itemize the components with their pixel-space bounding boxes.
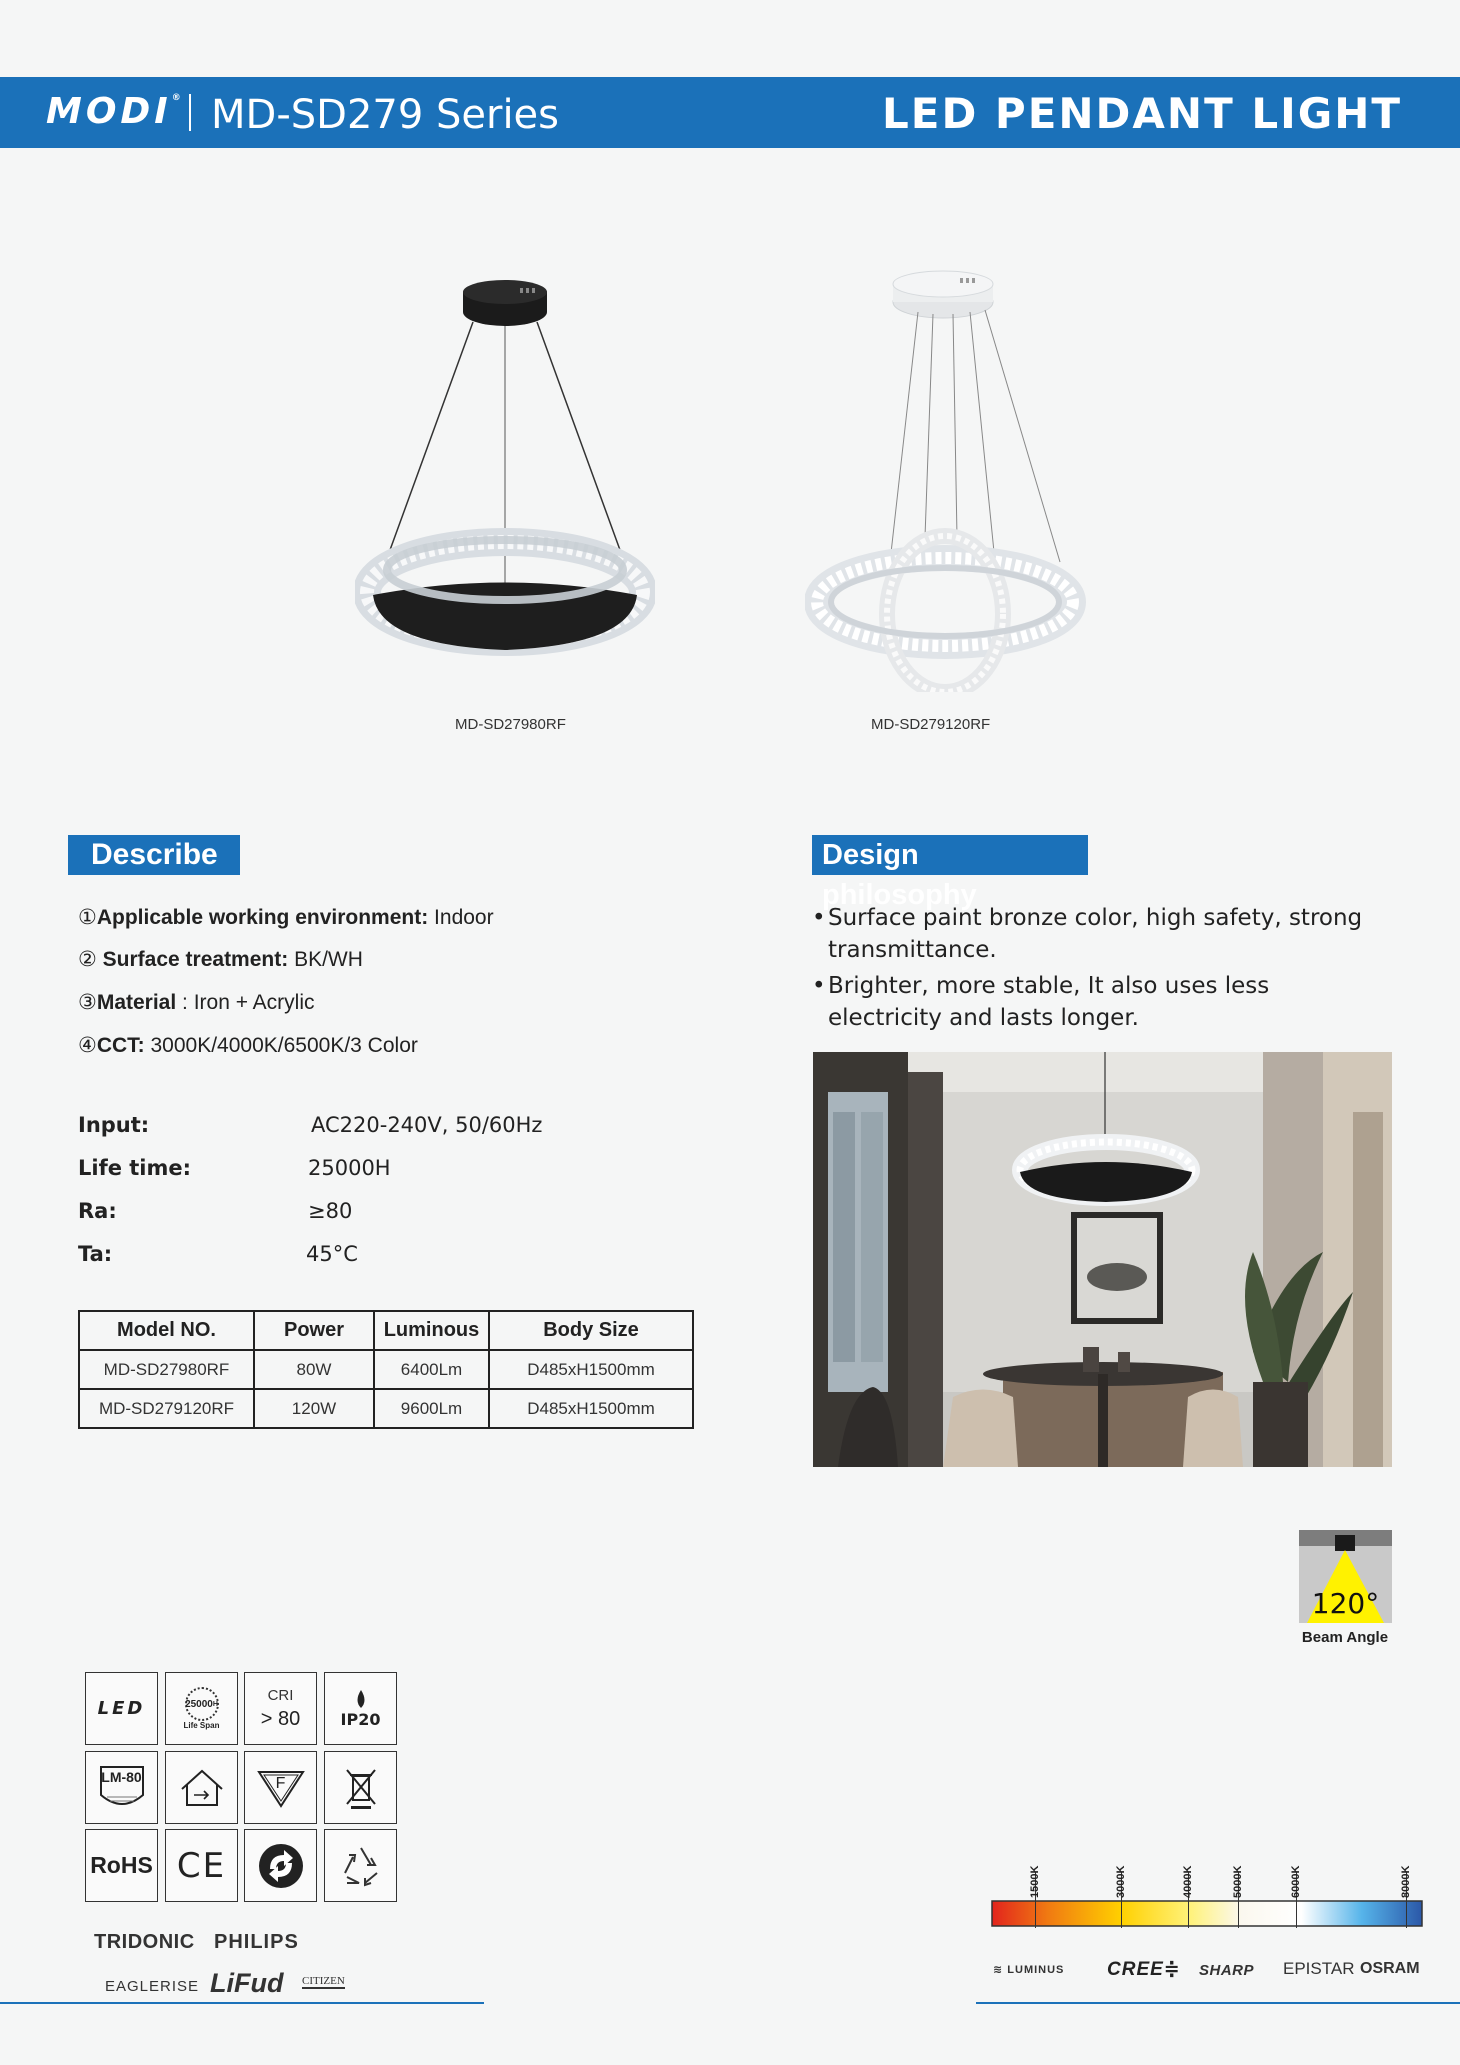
cct-tick-label: 8000K <box>1400 1865 1412 1898</box>
item-label: Applicable working environment: <box>96 906 429 929</box>
room-scene-photo <box>813 1052 1392 1467</box>
brand-citizen: CITIZEN <box>302 1975 345 1987</box>
brand-philips: PHILIPS <box>214 1931 299 1953</box>
led-cert-icon <box>85 1672 158 1745</box>
item-value: BK/WH <box>288 948 363 971</box>
lifespan-clock-icon <box>185 1687 219 1721</box>
cri-cert-icon <box>244 1672 317 1745</box>
brand-lifud: LiFud <box>210 1968 284 1998</box>
ip20-cert-icon <box>324 1672 397 1745</box>
lm80-text: LM-80 <box>101 1769 142 1785</box>
design-bullet-1: • Surface paint bronze color, high safety, strong transmittance. <box>812 902 1372 966</box>
brand-sharp: SHARP <box>1199 1962 1255 1979</box>
header-bar <box>0 77 1460 148</box>
item-number: ② <box>78 948 103 971</box>
lm80-cert-icon <box>85 1751 158 1824</box>
recycle-icon <box>324 1829 397 1902</box>
cct-tick-label: 3000K <box>1115 1865 1127 1898</box>
describe-item-surface <box>78 947 363 972</box>
product-caption-1: MD-SD27980RF <box>455 716 566 733</box>
item-value: 3000K/4000K/6500K/3 Color <box>144 1034 418 1057</box>
spec-value-lifetime: 25000H <box>308 1156 391 1180</box>
table-cell: MD-SD27980RF <box>79 1350 254 1389</box>
item-value: : Iron + Acrylic <box>176 991 315 1014</box>
registered-mark: ® <box>171 93 181 103</box>
cri-label: CRI <box>267 1686 294 1704</box>
spec-label-lifetime: Life time: <box>78 1156 192 1180</box>
item-number: ③ <box>78 991 97 1014</box>
table-header: Body Size <box>489 1311 693 1350</box>
design-bullet-2: • Brighter, more stable, It also uses less electricity and lasts longer. <box>812 970 1372 1034</box>
brand-eaglerise: EAGLERISE <box>105 1978 200 1995</box>
beam-angle-label: Beam Angle <box>1301 1629 1389 1646</box>
product-caption-2: MD-SD279120RF <box>871 716 991 733</box>
brand-osram: OSRAM <box>1360 1960 1420 1977</box>
footer-line-left <box>0 2002 484 2004</box>
item-label: Material <box>96 991 177 1014</box>
spec-label-input: Input: <box>78 1113 150 1137</box>
f-mark-text: F <box>275 1775 286 1792</box>
recycle-arrows-circle-icon <box>256 1841 306 1891</box>
water-drop-icon <box>352 1688 370 1710</box>
model-table <box>78 1310 694 1429</box>
item-label: CCT: <box>96 1034 145 1057</box>
brand-cree: CREE≑ <box>1107 1959 1181 1980</box>
house-icon <box>178 1767 226 1809</box>
spec-value-ra: ≥80 <box>308 1199 353 1223</box>
cct-color-scale <box>990 1840 1430 1935</box>
brand-luminus: ≋ LUMINUS <box>993 1964 1065 1976</box>
describe-item-cct <box>78 1033 418 1058</box>
series-title: MD-SD279 Series <box>211 92 560 138</box>
cct-tick-label: 4000K <box>1182 1865 1194 1898</box>
table-cell: 80W <box>254 1350 374 1389</box>
product-type-title: LED PENDANT LIGHT <box>881 89 1402 138</box>
f-mark-cert-icon <box>244 1751 317 1824</box>
item-number: ① <box>78 906 97 929</box>
cct-tick-label: 5000K <box>1232 1865 1244 1898</box>
weee-bin-icon <box>324 1751 397 1824</box>
product-image-white-rings <box>805 262 1095 692</box>
green-dot-icon <box>244 1829 317 1902</box>
table-cell: D485xH1500mm <box>489 1350 693 1389</box>
spec-value-ta: 45°C <box>306 1242 358 1266</box>
rohs-cert-icon <box>85 1829 158 1902</box>
cct-tick-label: 6000K <box>1290 1865 1302 1898</box>
ce-cert-icon <box>165 1829 238 1902</box>
table-header: Model NO. <box>79 1311 254 1350</box>
lifespan-unit: H <box>212 1700 218 1708</box>
rohs-text: RoHS <box>90 1852 153 1878</box>
table-cell: 6400Lm <box>374 1350 489 1389</box>
brand-name: MODI <box>46 91 172 132</box>
footer-line-right <box>976 2002 1460 2004</box>
table-header: Power <box>254 1311 374 1350</box>
describe-item-environment <box>78 905 494 930</box>
ip-rating: IP20 <box>340 1710 381 1729</box>
led-text: LED <box>97 1698 146 1719</box>
spec-label-ra: Ra: <box>78 1199 117 1223</box>
describe-heading: Describe <box>68 835 240 875</box>
lifespan-value: 25000 <box>185 1698 213 1710</box>
table-cell: 9600Lm <box>374 1389 489 1428</box>
describe-item-material <box>78 990 315 1015</box>
table-row <box>79 1350 693 1389</box>
table-row <box>79 1389 693 1428</box>
table-header-row <box>79 1311 693 1350</box>
item-label: Surface treatment: <box>102 948 289 971</box>
brand-logo <box>46 91 181 132</box>
cct-tick-label: 1500K <box>1029 1865 1041 1898</box>
recycle-triangle-icon <box>337 1843 385 1889</box>
lifespan-cert-icon <box>165 1672 238 1745</box>
brand-epistar: EPISTAR <box>1283 1959 1355 1978</box>
spec-label-ta: Ta: <box>78 1242 113 1266</box>
indoor-use-icon <box>165 1751 238 1824</box>
table-header: Luminous <box>374 1311 489 1350</box>
header-divider <box>189 94 191 131</box>
crossed-bin-icon <box>341 1766 381 1810</box>
ce-text: CE <box>176 1845 227 1886</box>
item-value: Indoor <box>428 906 494 929</box>
brand-luminus-text: LUMINUS <box>1007 1964 1065 1976</box>
brand-tridonic: TRIDONIC <box>94 1931 195 1953</box>
table-cell: D485xH1500mm <box>489 1389 693 1428</box>
beam-angle-value: 120° <box>1311 1587 1380 1620</box>
spec-value-input: AC220-240V, 50/60Hz <box>311 1113 543 1137</box>
product-image-black-ring <box>355 270 655 660</box>
brand-cree-text: CREE <box>1107 1959 1164 1980</box>
table-cell: 120W <box>254 1389 374 1428</box>
lifespan-label: Life Span <box>183 1721 220 1730</box>
item-number: ④ <box>78 1034 97 1057</box>
cri-value: > 80 <box>260 1707 301 1730</box>
table-cell: MD-SD279120RF <box>79 1389 254 1428</box>
design-heading: Design philosophy <box>812 835 1088 875</box>
